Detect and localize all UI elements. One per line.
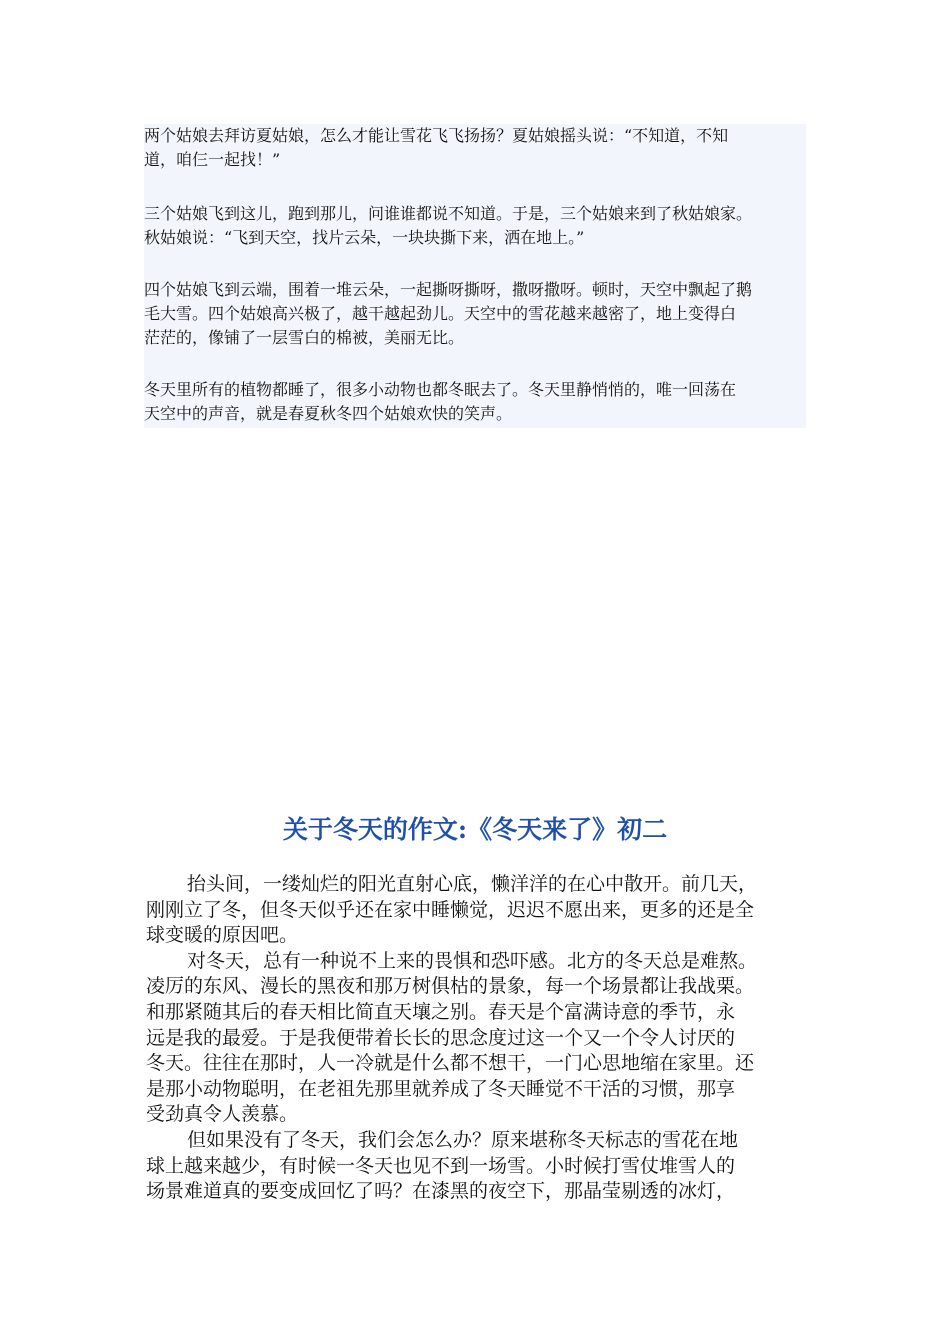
text-line: 抬头间，一缕灿烂的阳光直射心底，懒洋洋的在心中散开。前几天， [187,873,758,895]
text-line: 球变暖的原因吧。 [146,924,299,947]
text-line: 秋姑娘说：“飞到天空，找片云朵，一块块撕下来，洒在地上。” [144,228,585,247]
story-paragraph [144,278,806,350]
text-line: 四个姑娘飞到云端，围着一堆云朵，一起撕呀撕呀，撒呀撒呀。顿时，天空中飘起了鹅 [144,280,753,299]
text-line: 刚刚立了冬，但冬天似乎还在家中睡懒觉，迟迟不愿出来，更多的还是全 [146,898,755,921]
text-line: 两个姑娘去拜访夏姑娘，怎么才能让雪花飞飞扬扬？夏姑娘摇头说：“不知道，不知 [144,126,729,145]
story-excerpt-block [144,124,806,428]
text-line: 凌厉的东风、漫长的黑夜和那万树俱枯的景象，每一个场景都让我战栗。 [146,975,755,998]
story-paragraph [144,378,806,426]
essay-title: 关于冬天的作文:《冬天来了》初二 [282,815,668,844]
story-paragraph [144,124,806,172]
text-line: 场景难道真的要变成回忆了吗？在漆黑的夜空下，那晶莹剔透的冰灯， [146,1180,736,1203]
text-line: 冬天。往往在那时，人一冷就是什么都不想干，一门心思地缩在家里。还 [146,1052,755,1075]
text-line: 球上越来越少，有时候一冬天也见不到一场雪。小时候打雪仗堆雪人的 [146,1154,736,1177]
text-line: 受劲真令人羡慕。 [146,1103,299,1126]
text-line: 远是我的最爱。于是我便带着长长的思念度过这一个又一个令人讨厌的 [146,1026,736,1049]
text-line: 毛大雪。四个姑娘高兴极了，越干越起劲儿。天空中的雪花越来越密了，地上变得白 [144,304,737,323]
text-line: 茫茫的，像铺了一层雪白的棉被，美丽无比。 [144,328,465,347]
essay-body [146,872,808,1205]
text-line: 三个姑娘飞到这儿，跑到那儿，问谁谁都说不知道。于是，三个姑娘来到了秋姑娘家。 [144,204,753,223]
text-line: 是那小动物聪明，在老祖先那里就养成了冬天睡觉不干活的习惯，那享 [146,1077,736,1100]
text-line: 冬天里所有的植物都睡了，很多小动物也都冬眠去了。冬天里静悄悄的，唯一回荡在 [144,380,737,399]
text-line: 道，咱仨一起找！” [144,150,281,169]
text-line: 对冬天，总有一种说不上来的畏惧和恐吓感。北方的冬天总是难熬。 [187,949,758,972]
text-line: 天空中的声音，就是春夏秋冬四个姑娘欢快的笑声。 [144,404,513,423]
text-line: 和那紧随其后的春天相比简直天壤之别。春天是个富满诗意的季节，永 [146,1000,736,1023]
text-line: 但如果没有了冬天，我们会怎么办？原来堪称冬天标志的雪花在地 [187,1128,739,1151]
story-paragraph [144,202,806,250]
